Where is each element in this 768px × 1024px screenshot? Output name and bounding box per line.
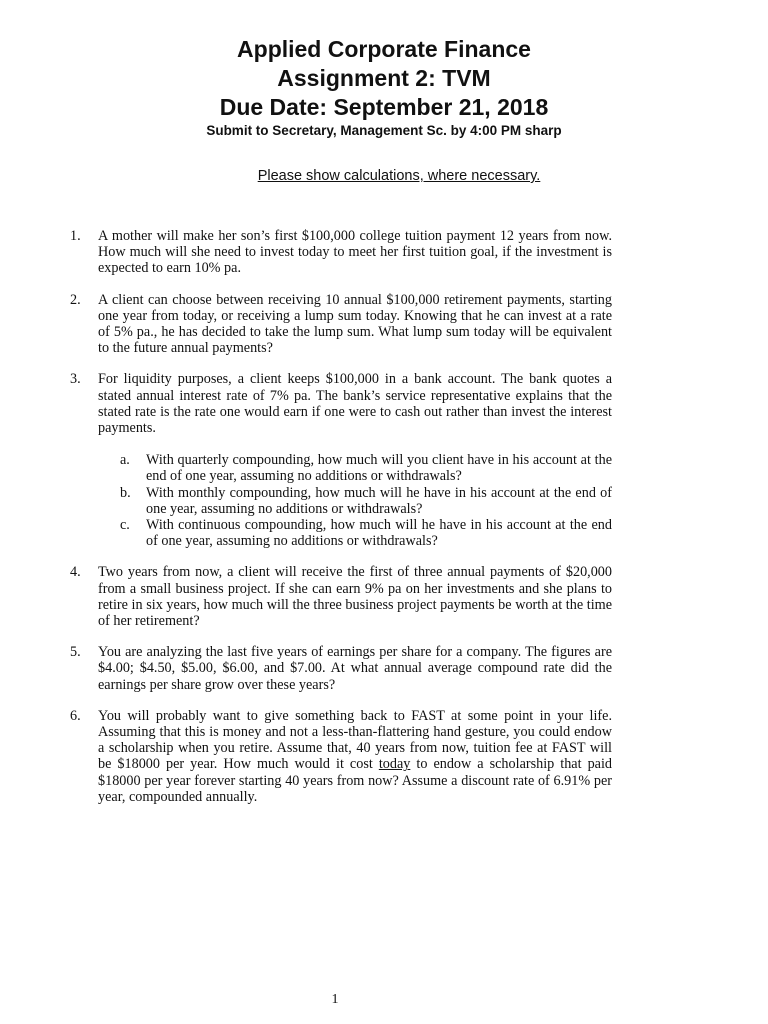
question-5 — [70, 644, 612, 693]
question-number: 6. — [70, 707, 81, 724]
question-number: 5. — [70, 644, 81, 661]
underlined-word: today — [378, 756, 411, 773]
assignment-title: Assignment 2: TVM — [277, 65, 491, 91]
course-title: Applied Corporate Finance — [237, 36, 531, 62]
sub-question-text: With continuous compounding, how much will he have in his account at the end of one year, assuming no additions or withdrawals? — [146, 517, 612, 550]
document-header — [0, 35, 768, 140]
question-text-part: to endow a scholarship that paid $18000 per year forever starting 40 years from now? Assume a discount rate of 6.91% per year, compounded annually. — [98, 756, 612, 805]
question-number: 3. — [70, 371, 81, 388]
question-number: 1. — [70, 228, 81, 244]
question-text: For liquidity purposes, a client keeps $100,000 in a bank account. The bank quotes a stated annual interest rate of 7% pa. The bank’s service representative explains that the stated rate is the rate one would earn if one were to cash out rather than invest the interest payments. — [98, 371, 612, 437]
question-2 — [70, 292, 612, 357]
sub-question-letter: c. — [120, 517, 130, 534]
submission-note: Submit to Secretary, Management Sc. by 4:00 PM sharp — [206, 123, 562, 138]
page-number: 1 — [331, 992, 339, 1007]
question-text: A mother will make her son’s first $100,000 college tuition payment 12 years from now. How much will she need to invest today to meet her first tuition goal, if the investment is expected to earn 10% pa. — [98, 228, 612, 277]
question-number: 4. — [70, 564, 81, 581]
sub-question-a — [98, 452, 612, 484]
sub-question-text: With monthly compounding, how much will he have in his account at the end of one year, assuming no additions or withdrawals? — [146, 484, 612, 517]
sub-question-list — [98, 452, 612, 549]
sub-question-text: With quarterly compounding, how much will you client have in his account at the end of one year, assuming no additions or withdrawals? — [146, 452, 612, 485]
question-3 — [70, 371, 612, 549]
question-text: A client can choose between receiving 10 annual $100,000 retirement payments, starting one year from today, or receiving a lump sum today. Knowing that he can invest at a rate of 5% pa., he has decided to take the lump sum. What lump sum today will be equivalent to the future annual payments? — [98, 291, 612, 357]
question-text: Two years from now, a client will receive the first of three annual payments of $20,000 from a small business project. If she can earn 9% pa on her investments and she plans to retire in six years, how much will the three business project payments be worth at the time of her retirement? — [98, 564, 612, 630]
sub-question-c — [98, 517, 612, 549]
question-6 — [70, 708, 612, 805]
question-1 — [70, 228, 612, 277]
sub-question-b — [98, 485, 612, 517]
sub-question-letter: b. — [120, 484, 131, 501]
question-text-part: You will probably want to give something back to FAST at some point in your life. Assuming that this is money and not a less-than-flattering hand gesture, you could endow a scholarship when you retire. Assume that, 40 years from now, tuition fee at FAST will be $18000 per year. How much would it cost — [98, 707, 612, 773]
question-text: You are analyzing the last five years of earnings per share for a company. The figures are $4.00; $4.50, $5.00, $6.00, and $7.00. At what annual average compound rate did the earnings per share grow over these years? — [98, 644, 612, 693]
question-4 — [70, 564, 612, 629]
instruction-text: Please show calculations, where necessary. — [257, 168, 541, 184]
sub-question-letter: a. — [120, 452, 130, 469]
due-date: Due Date: September 21, 2018 — [219, 94, 549, 120]
question-list — [70, 228, 612, 805]
question-number: 2. — [70, 291, 81, 308]
question-text — [98, 708, 612, 805]
